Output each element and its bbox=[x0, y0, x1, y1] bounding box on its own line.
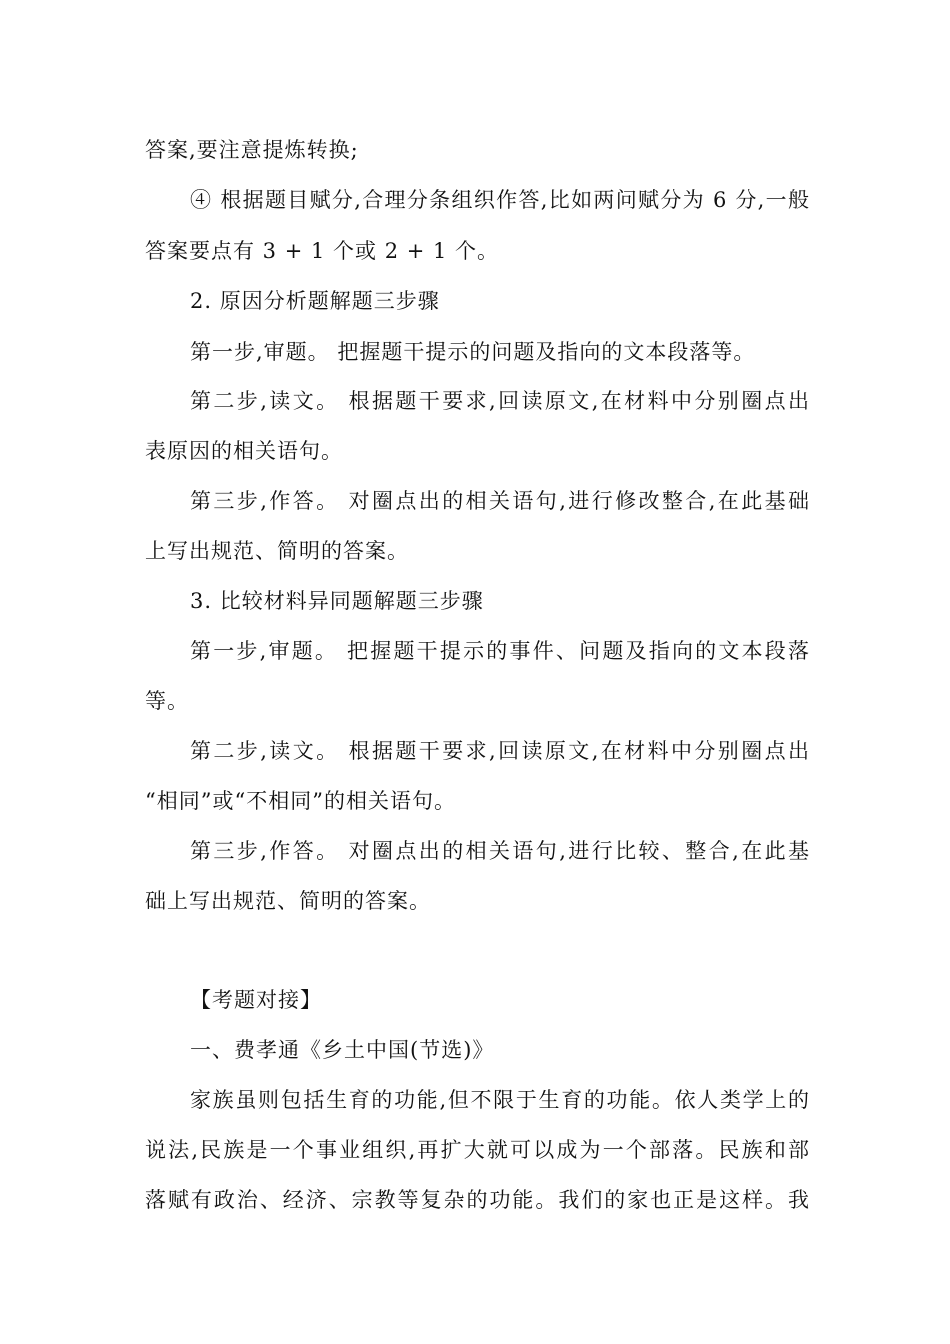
section-heading: 2. 原因分析题解题三步骤 bbox=[190, 289, 440, 313]
text-line: 说法,民族是一个事业组织,再扩大就可以成为一个部落。民族和部 bbox=[145, 1138, 810, 1162]
text-line: ④ 根据题目赋分,合理分条组织作答,比如两问赋分为 6 分,一般 bbox=[190, 188, 810, 212]
text-line: 第三步,作答。 对圈点出的相关语句,进行比较、整合,在此基 bbox=[190, 839, 810, 863]
text-line: 础上写出规范、简明的答案。 bbox=[145, 889, 431, 913]
text-line: 第一步,审题。 把握题干提示的问题及指向的文本段落等。 bbox=[190, 340, 756, 364]
text-line: “相同”或“不相同”的相关语句。 bbox=[145, 789, 456, 813]
section-heading: 【考题对接】 bbox=[190, 988, 322, 1012]
text-line: 答案,要注意提炼转换; bbox=[145, 138, 359, 162]
text-line: 答案要点有 3 + 1 个或 2 + 1 个。 bbox=[145, 239, 500, 263]
text-line: 第一步,审题。 把握题干提示的事件、问题及指向的文本段落 bbox=[190, 639, 810, 663]
text-line: 第二步,读文。 根据题干要求,回读原文,在材料中分别圈点出 bbox=[190, 389, 810, 413]
text-line: 落赋有政治、经济、宗教等复杂的功能。我们的家也正是这样。我 bbox=[145, 1188, 810, 1212]
section-heading: 一、费孝通《乡土中国(节选)》 bbox=[190, 1038, 495, 1062]
text-line: 第二步,读文。 根据题干要求,回读原文,在材料中分别圈点出 bbox=[190, 739, 810, 763]
section-heading: 3. 比较材料异同题解题三步骤 bbox=[190, 589, 484, 613]
text-line: 家族虽则包括生育的功能,但不限于生育的功能。依人类学上的 bbox=[190, 1088, 810, 1112]
text-line: 第三步,作答。 对圈点出的相关语句,进行修改整合,在此基础 bbox=[190, 489, 810, 513]
text-line: 表原因的相关语句。 bbox=[145, 439, 343, 463]
text-line: 上写出规范、简明的答案。 bbox=[145, 539, 409, 563]
text-line: 等。 bbox=[145, 689, 189, 713]
